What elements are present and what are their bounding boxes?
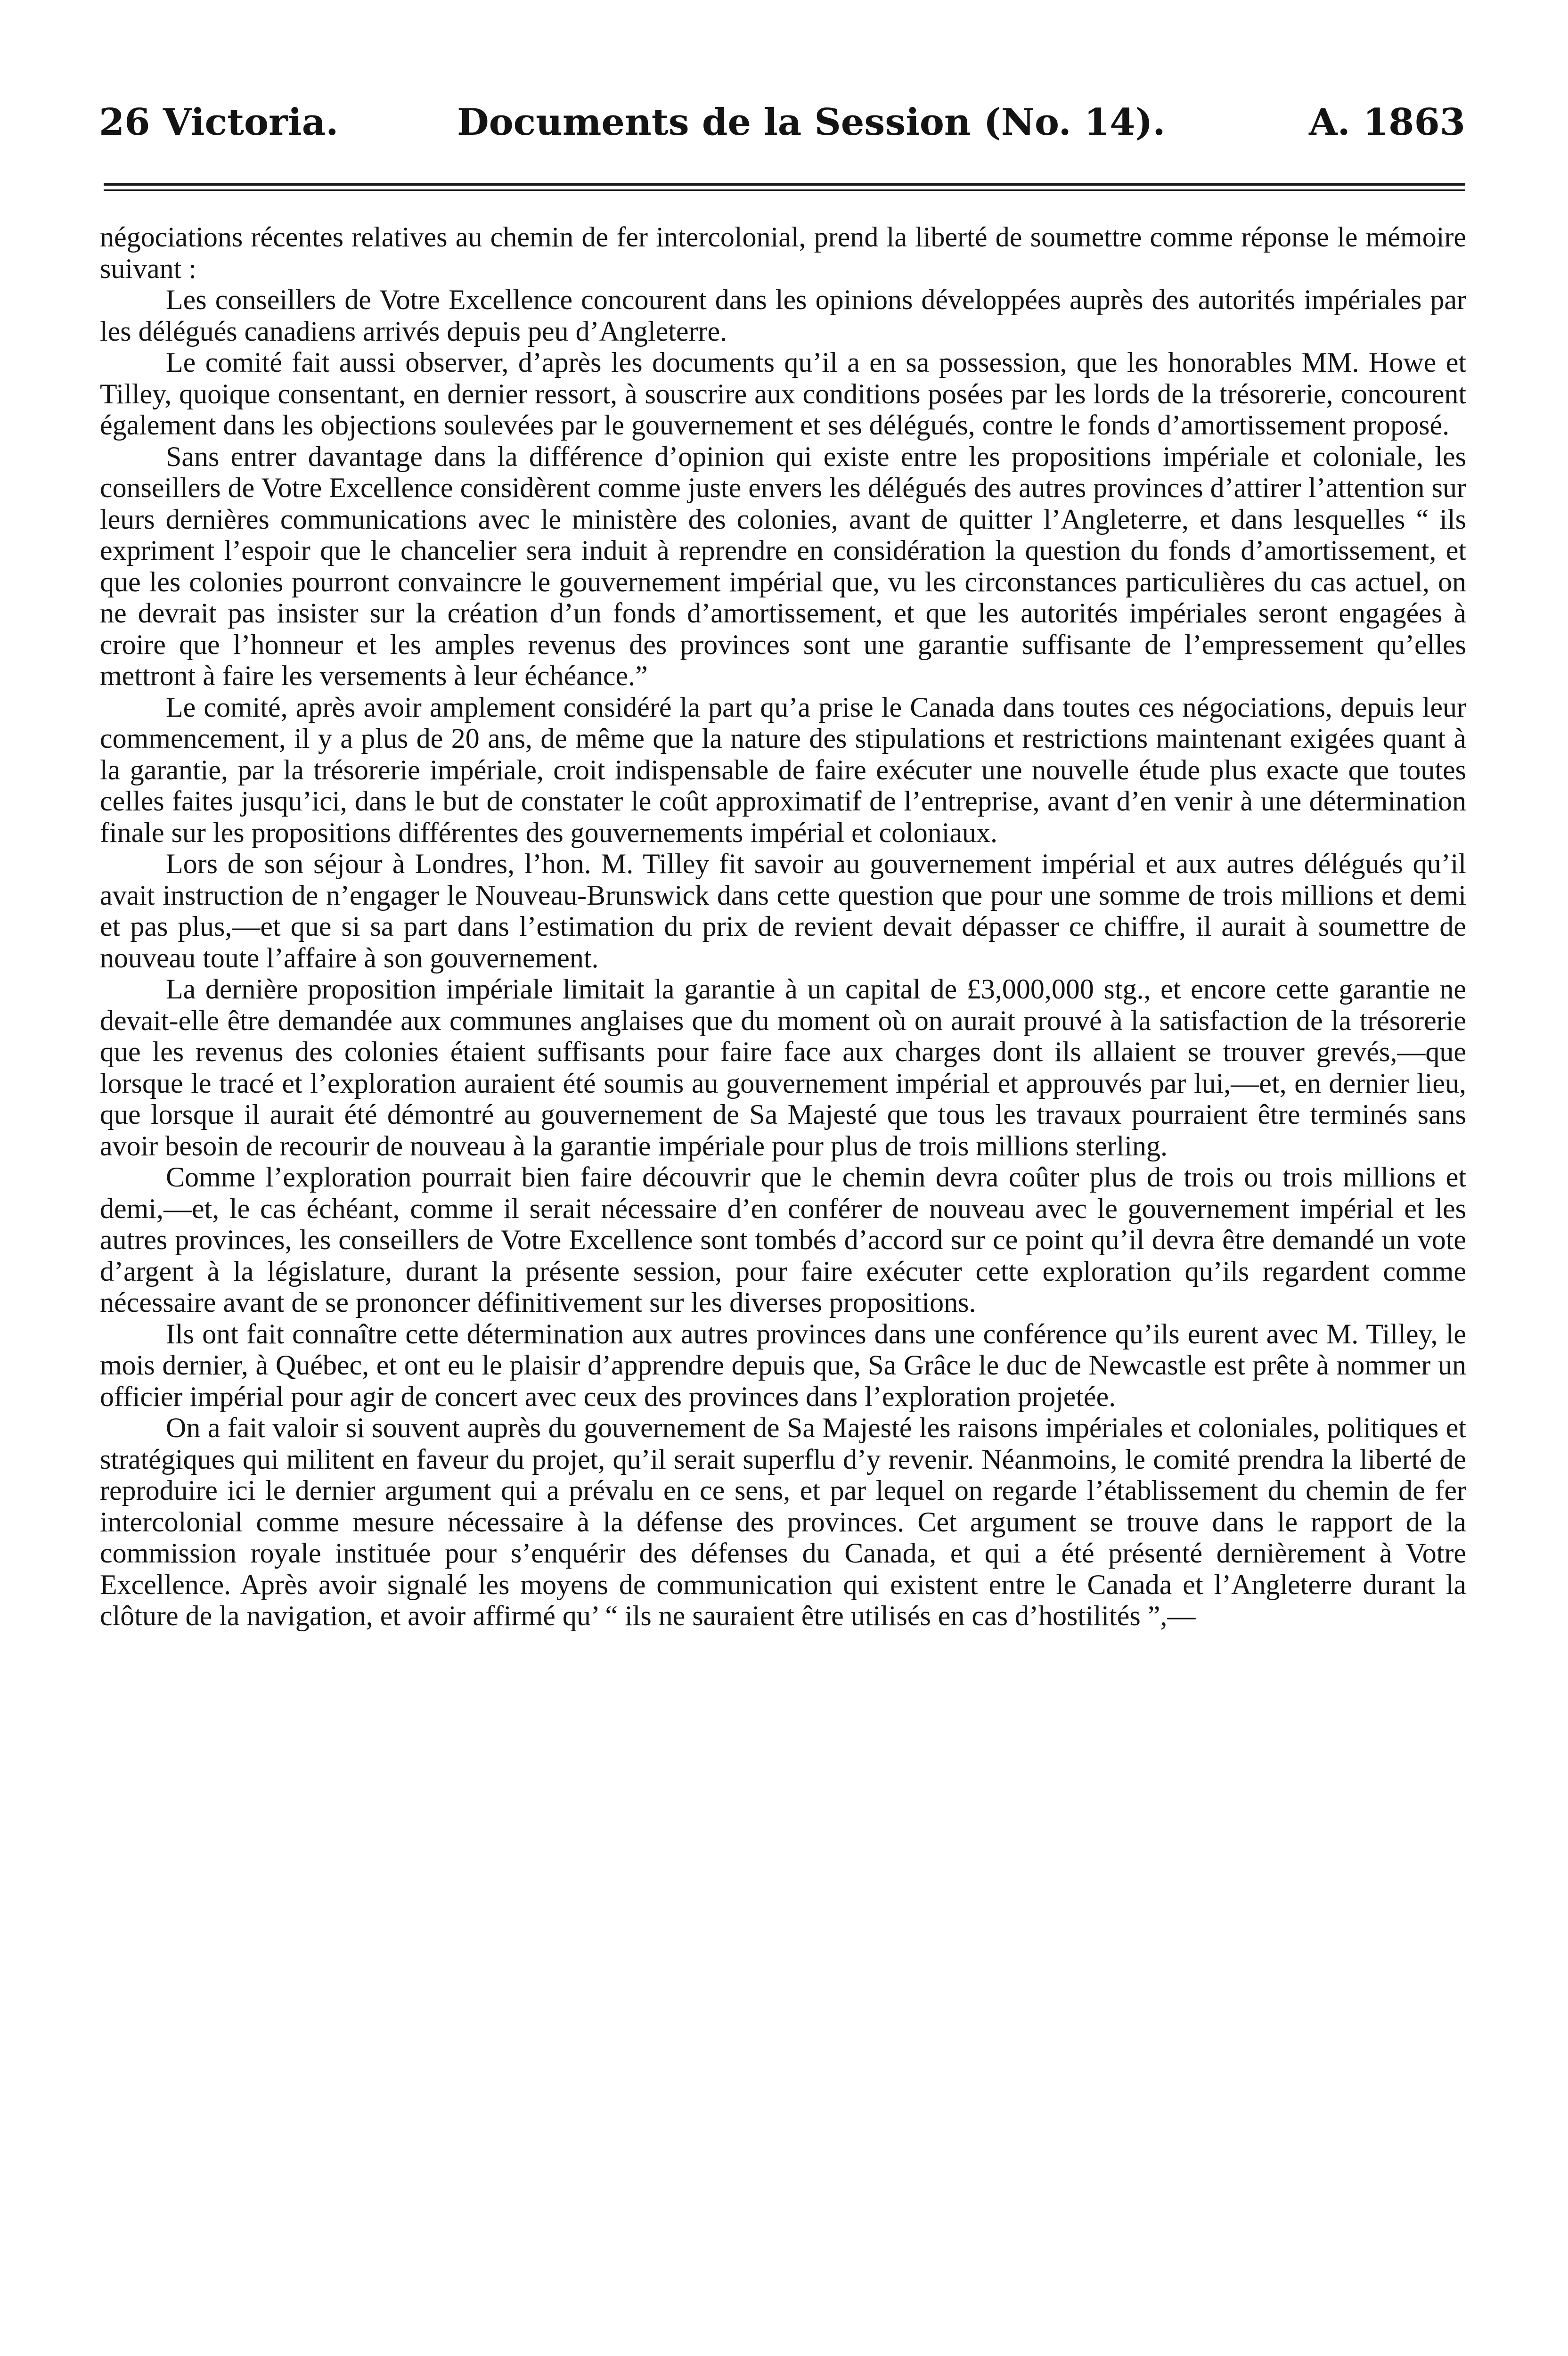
paragraph-3: Le comité fait aussi observer, d’après les documents qu’il a en sa possession, que les honorables MM. Howe et Tilley, quoique consentant, en dernier ressort, à souscrire aux conditions posées par les lords de la trésorerie, concourent également dans les objections soulevées par le gouvernement et ses délégués, contre le fonds d’amortissement proposé.: [100, 347, 1466, 441]
header-rule: [104, 183, 1465, 186]
header-title: Documents de la Session (No. 14).: [457, 101, 1166, 144]
header-year: A. 1863: [1309, 101, 1465, 144]
paragraph-8: Comme l’exploration pourrait bien faire découvrir que le chemin devra coûter plus de trois ou trois millions et demi,—et, le cas échéant, comme il serait nécessaire d’en conférer de nouveau avec le gouvernement impérial et les autres provinces, les conseillers de Votre Excellence sont tombés d’accord sur ce point qu’il devra être demandé un vote d’argent à la législature, durant la présente session, pour faire exécuter cette exploration qu’ils regardent comme nécessaire avant de se prononcer définitivement sur les diverses propositions.: [100, 1162, 1466, 1318]
page-body: [100, 221, 1466, 1632]
header-rule-thin: [104, 189, 1465, 191]
header-volume: 26 Victoria.: [99, 101, 339, 144]
paragraph-1: négociations récentes relatives au chemin de fer intercolonial, prend la liberté de soumettre comme réponse le mémoire suivant :: [100, 221, 1466, 284]
paragraph-4: Sans entrer davantage dans la différence d’opinion qui existe entre les propositions impériale et coloniale, les conseillers de Votre Excellence considèrent comme juste envers les délégués des autres provinces d’attirer l’attention sur leurs dernières communications avec le ministère des colonies, avant de quitter l’Angleterre, et dans lesquelles “ ils expriment l’espoir que le chancelier sera induit à reprendre en considération la question du fonds d’amortissement, et que les colonies pourront convaincre le gouvernement impérial que, vu les circonstances particulières du cas actuel, on ne devrait pas insister sur la création d’un fonds d’amortissement, et que les autorités impériales seront engagées à croire que l’honneur et les amples revenus des provinces sont une garantie suffisante de l’empressement qu’elles mettront à faire les versements à leur échéance.”: [100, 441, 1466, 691]
paragraph-7: La dernière proposition impériale limitait la garantie à un capital de £3,000,000 stg., et encore cette garantie ne devait-elle être demandée aux communes anglaises que du moment où on aurait prouvé à la satisfaction de la trésorerie que les revenus des colonies étaient suffisants pour faire face aux charges dont ils allaient se trouver grevés,—que lorsque le tracé et l’exploration auraient été soumis au gouvernement impérial et approuvés par lui,—et, en dernier lieu, que lorsque il aurait été démontré au gouvernement de Sa Majesté que tous les travaux pourraient être terminés sans avoir besoin de recourir de nouveau à la garantie impériale pour plus de trois millions sterling.: [100, 973, 1466, 1162]
paragraph-10: On a fait valoir si souvent auprès du gouvernement de Sa Majesté les raisons impériales et coloniales, politiques et stratégiques qui militent en faveur du projet, qu’il serait superflu d’y revenir. Néanmoins, le comité prendra la liberté de reproduire ici le dernier argument qui a prévalu en ce sens, et par lequel on regarde l’établissement du chemin de fer intercolonial comme mesure nécessaire à la défense des provinces. Cet argument se trouve dans le rapport de la commission royale instituée pour s’enquérir des défenses du Canada, et qui a été présenté dernièrement à Votre Excellence. Après avoir signalé les moyens de communication qui existent entre le Canada et l’Angleterre durant la clôture de la navigation, et avoir affirmé qu’ “ ils ne sauraient être utilisés en cas d’hostilités ”,—: [100, 1412, 1466, 1631]
paragraph-2: Les conseillers de Votre Excellence concourent dans les opinions développées auprès des autorités impériales par les délégués canadiens arrivés depuis peu d’Angleterre.: [100, 284, 1466, 347]
paragraph-6: Lors de son séjour à Londres, l’hon. M. Tilley fit savoir au gouvernement impérial et aux autres délégués qu’il avait instruction de n’engager le Nouveau-Brunswick dans cette question que pour une somme de trois millions et demi et pas plus,—et que si sa part dans l’estimation du prix de revient devait dépasser ce chiffre, il aurait à soumettre de nouveau toute l’affaire à son gouvernement.: [100, 848, 1466, 973]
paragraph-5: Le comité, après avoir amplement considéré la part qu’a prise le Canada dans toutes ces négociations, depuis leur commencement, il y a plus de 20 ans, de même que la nature des stipulations et restrictions maintenant exigées quant à la garantie, par la trésorerie impériale, croit indispensable de faire exécuter une nouvelle étude plus exacte que toutes celles faites jusqu’ici, dans le but de constater le coût approximatif de l’entreprise, avant d’en venir à une détermination finale sur les propositions différentes des gouvernements impérial et coloniaux.: [100, 691, 1466, 848]
paragraph-9: Ils ont fait connaître cette détermination aux autres provinces dans une conférence qu’ils eurent avec M. Tilley, le mois dernier, à Québec, et ont eu le plaisir d’apprendre depuis que, Sa Grâce le duc de Newcastle est prête à nommer un officier impérial pour agir de concert avec ceux des provinces dans l’exploration projetée.: [100, 1318, 1466, 1412]
running-header: [99, 94, 1465, 151]
